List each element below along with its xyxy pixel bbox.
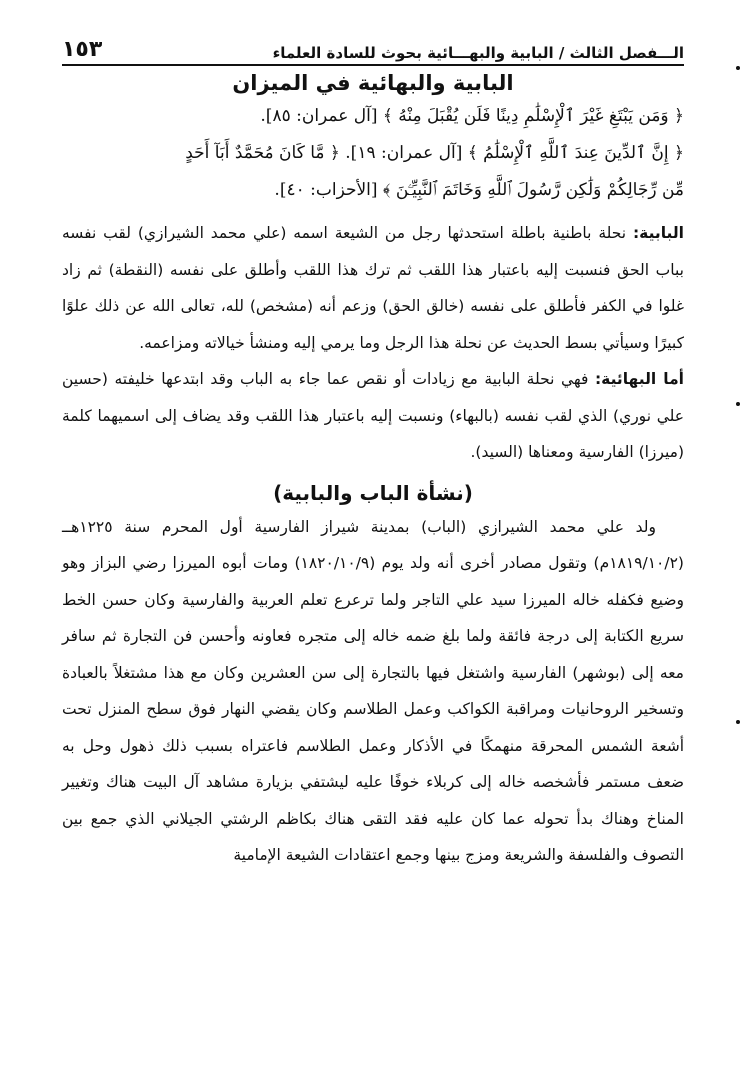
verse-line: ﴿ وَمَن يَبْتَغِ غَيْرَ ٱلْإِسْلَٰمِ دِينًا فَلَن يُقْبَلَ مِنْهُ ﴾ [آل عمران: ٨٥]. <box>260 106 684 126</box>
margin-dot <box>736 402 740 406</box>
quran-verses <box>62 98 684 209</box>
page-title: البابية والبهائية في الميزان <box>232 71 514 95</box>
margin-dot <box>736 66 740 70</box>
bahaism-paragraph <box>62 361 684 471</box>
running-header <box>62 32 684 62</box>
origin-paragraph <box>62 509 684 874</box>
babism-text: نحلة باطنية باطلة استحدثها رجل من الشيعة اسمه (علي محمد الشيرازي) لقب نفسه بباب الحق فنسبت إليه باعتبار هذا اللقب ثم ترك هذا اللقب وأطلق على نفسه (النقطة) ثم زاد غلوا في الكفر فأطلق على نفسه (خالق الحق) وزعم أنه (مشخص) لله، تعالى الله عن ذلك علوًا كبيرًا وسيأتي بسط الحديث عن نحلة هذا الرجل وما يرمي إليه ومنشأ خيالاته ومزاعمه. <box>62 224 684 352</box>
verse-line: ﴿ إِنَّ ٱلدِّينَ عِندَ ٱللَّهِ ٱلْإِسْلَٰمُ ﴾ [آل عمران: ١٩]. ﴿ مَّا كَانَ مُحَمَّدٌ أَبَآ أَحَدٍ <box>185 143 684 163</box>
babism-paragraph <box>62 215 684 361</box>
page-number: ١٥٣ <box>62 37 103 62</box>
margin-dot <box>736 720 740 724</box>
section-heading: (نشأة الباب والبابية) <box>273 480 473 505</box>
chapter-title: الـــفصل الثالث / البابية والبهـــائية بحوث للسادة العلماء <box>272 44 684 62</box>
bahaism-text: فهي نحلة البابية مع زيادات أو نقص عما جاء به الباب وقد ابتدعها خليفته (حسين علي نوري) الذي لقب نفسه (بالبهاء) ونسبت إليه باعتبار هذا اللقب وقد يضاف إلى اسميهما كلمة (ميرزا) الفارسية ومعناها (السيد). <box>62 370 684 461</box>
bahaism-lead: أما البهائية: <box>594 370 684 388</box>
babism-lead: البابية: <box>632 224 684 242</box>
verse-line: مِّن رِّجَالِكُمْ وَلَٰكِن رَّسُولَ ٱللَّهِ وَخَاتَمَ ٱلنَّبِيِّـۧنَ ﴾ [الأحزاب: ٤٠]. <box>274 180 684 200</box>
page-body <box>62 68 684 874</box>
header-divider <box>62 64 684 66</box>
origin-text: ولد علي محمد الشيرازي (الباب) بمدينة شيراز الفارسية أول المحرم سنة ١٢٢٥هــ (١٨١٩/١٠/٢م) وتقول مصادر أخرى أنه ولد يوم (١٨٢٠/١٠/٩) ومات أبوه الميرزا رضي البزاز وهو وضيع فكفله خاله الميرزا سيد علي التاجر ولما ترعرع تعلم العربية والفارسية وكان حسن الخط سريع الكتابة إلى درجة فائقة ولما بلغ ضمه خاله إلى متجره فعاونه وأحسن فن التجارة ثم سافر معه إلى (بوشهر) الفارسية واشتغل فيها بالتجارة إلى سن العشرين وكان مع هذا مشتغلاً بالعبادة وتسخير الروحانيات ومراقبة الكواكب وعمل الطلاسم وكان يقضي النهار فوق سطح المنزل تحت أشعة الشمس المحرقة منهمكًا في الأذكار وعمل الطلاسم فاعتراه بسبب ذلك ذهول وحل به ضعف مستمر فأشخصه خاله إلى كربلاء خوفًا عليه ليشتفي بزيارة مشاهد آل البيت هناك وتغيير المناخ وهناك بدأ تحوله عما كان عليه فقد التقى هناك بكاظم الرشتي الجيلاني الذي جمع بين التصوف والفلسفة والشريعة ومزج بينها وجمع اعتقادات الشيعة الإمامية <box>62 517 684 864</box>
